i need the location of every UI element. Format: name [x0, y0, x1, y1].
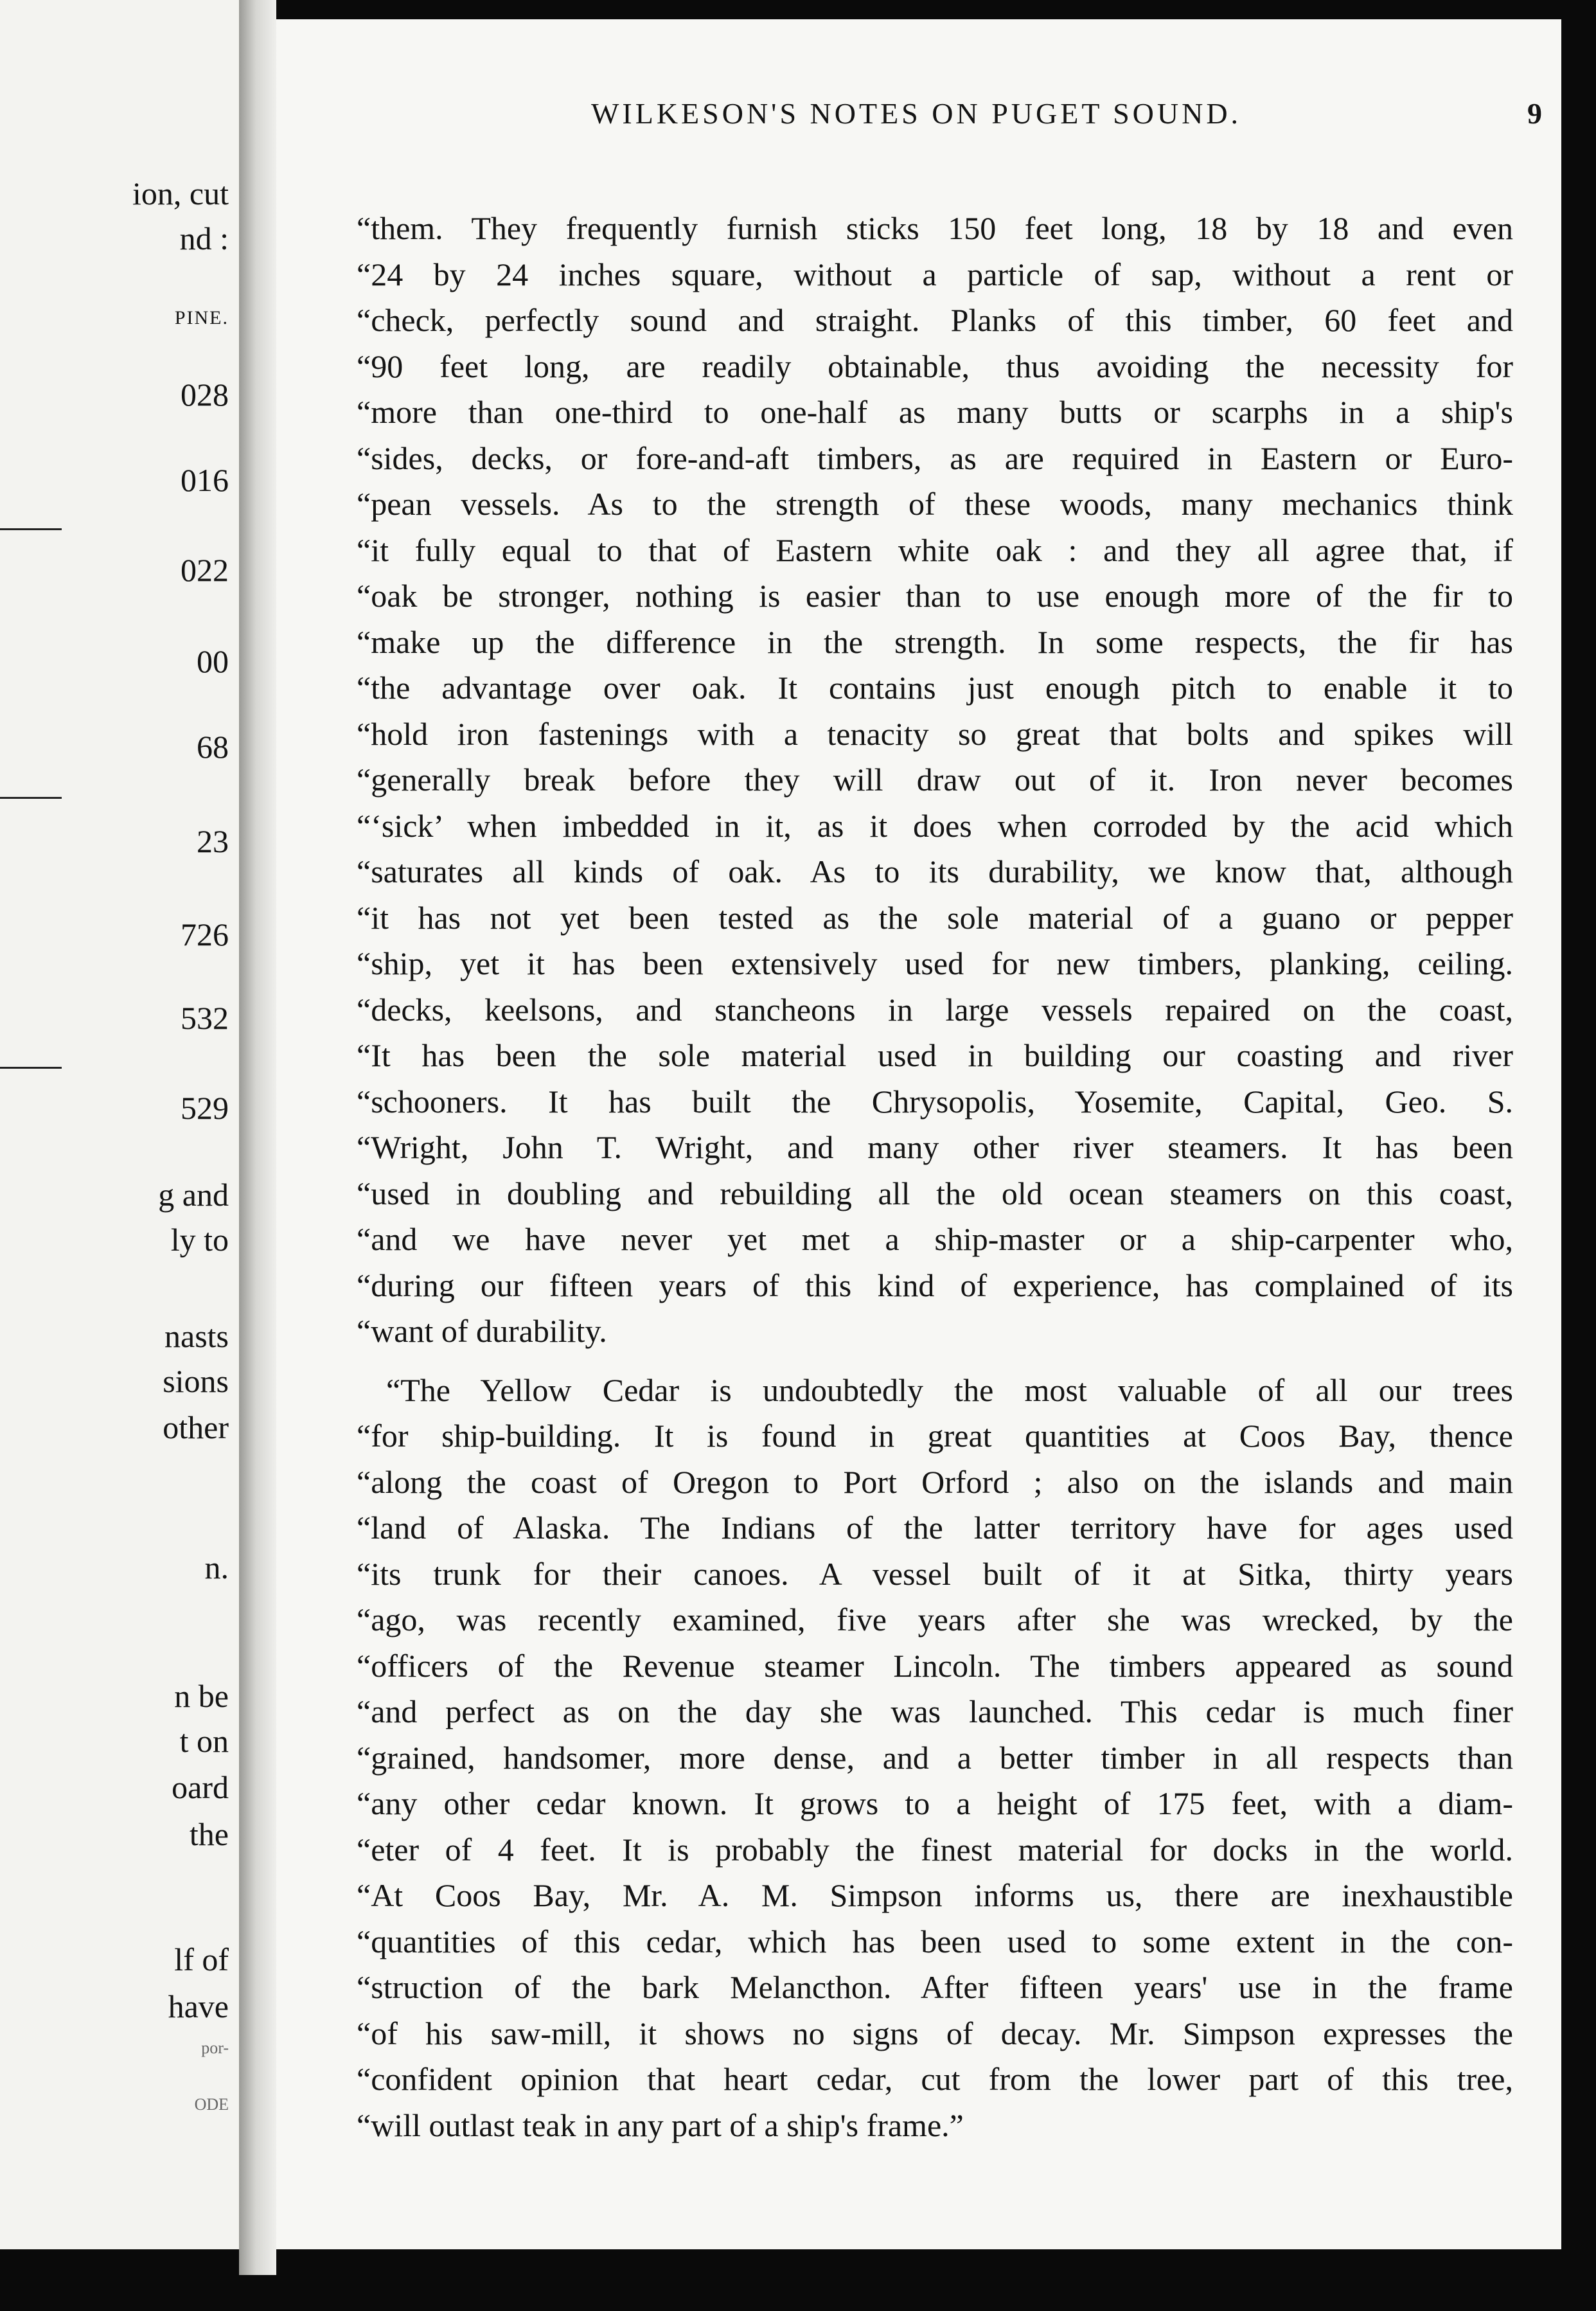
text-line: “along the coast of Oregon to Port Orford ; also on the islands and main	[357, 1463, 1513, 1500]
text-line: “struction of the bark Melancthon. After fifteen years' use in the frame	[357, 1969, 1513, 2005]
text-line: “and perfect as on the day she was launched. This cedar is much finer	[357, 1693, 1513, 1729]
page-number: 9	[1527, 97, 1542, 130]
text-line: “confident opinion that heart cedar, cut from the lower part of this tree,	[357, 2061, 1513, 2097]
margin-fragment: por-	[201, 2039, 229, 2057]
table-rule	[0, 1067, 62, 1069]
text-line: “hold iron fastenings with a tenacity so great that bolts and spikes will	[357, 715, 1513, 752]
text-line: “it fully equal to that of Eastern white oak : and they all agree that, if	[357, 531, 1513, 568]
text-line: “At Coos Bay, Mr. A. M. Simpson informs us, there are inexhaustible	[357, 1877, 1513, 1913]
text-line: “for ship-building. It is found in great quantities at Coos Bay, thence	[357, 1418, 1513, 1454]
paragraph	[357, 206, 1513, 1355]
text-line: “any other cedar known. It grows to a height of 175 feet, with a diam-	[357, 1785, 1513, 1821]
margin-fragment: 23	[197, 823, 229, 859]
text-line: “90 feet long, are readily obtainable, thus avoiding the necessity for	[357, 348, 1513, 384]
text-line: “land of Alaska. The Indians of the latter territory have for ages used	[357, 1510, 1513, 1546]
text-line: “its trunk for their canoes. A vessel built of it at Sitka, thirty years	[357, 1555, 1513, 1592]
margin-fragment: ion, cut	[132, 175, 229, 211]
text-line: “generally break before they will draw out of it. Iron never becomes	[357, 762, 1513, 798]
text-line: “schooners. It has built the Chrysopolis, Yosemite, Capital, Geo. S.	[357, 1083, 1513, 1120]
text-line: “ago, was recently examined, five years after she was wrecked, by the	[357, 1602, 1513, 1637]
text-line: “will outlast teak in any part of a ship's frame.”	[357, 2107, 964, 2143]
margin-fragment: 016	[181, 462, 229, 498]
margin-fragment: 022	[181, 552, 229, 588]
margin-fragment: g and	[158, 1177, 229, 1213]
margin-fragment: 726	[181, 916, 229, 952]
margin-fragment: n be	[174, 1678, 229, 1714]
running-head: WILKESON'S NOTES ON PUGET SOUND.	[591, 97, 1242, 130]
text-line: “24 by 24 inches square, without a particle of sap, without a rent or	[357, 256, 1513, 292]
text-line: “during our fifteen years of this kind of experience, has complained of its	[357, 1267, 1513, 1303]
text-line: “saturates all kinds of oak. As to its durability, we know that, although	[357, 853, 1513, 889]
text-line: “It has been the sole material used in building our coasting and river	[357, 1037, 1513, 1073]
margin-fragment: 532	[181, 1000, 229, 1036]
margin-fragment: 68	[197, 729, 229, 765]
text-line: “Wright, John T. Wright, and many other river steamers. It has been	[357, 1129, 1513, 1165]
page-header	[321, 96, 1542, 141]
margin-fragment: ODE	[194, 2095, 229, 2114]
margin-fragment: 028	[181, 377, 229, 413]
text-line: “make up the difference in the strength. In some respects, the fir has	[357, 623, 1513, 660]
margin-fragment: other	[163, 1409, 229, 1445]
text-line: “decks, keelsons, and stancheons in large vessels repaired on the coast,	[357, 991, 1513, 1028]
text-line: “them. They frequently furnish sticks 150 feet long, 18 by 18 and even	[357, 210, 1513, 246]
margin-fragment: n.	[204, 1549, 229, 1585]
book-gutter	[239, 0, 276, 2275]
text-line: “check, perfectly sound and straight. Planks of this timber, 60 feet and	[357, 302, 1513, 338]
paragraph	[357, 1368, 1513, 2149]
margin-fragment: t on	[179, 1723, 229, 1759]
margin-fragment: have	[168, 1988, 229, 2024]
text-line: “‘sick’ when imbedded in it, as it does when corroded by the acid which	[357, 807, 1513, 844]
table-rule	[0, 797, 62, 799]
margin-fragment: 00	[197, 643, 229, 679]
margin-fragment: oard	[172, 1769, 229, 1805]
text-line: “sides, decks, or fore-and-aft timbers, as are required in Eastern or Euro-	[357, 440, 1513, 476]
margin-fragment: nd :	[179, 220, 229, 256]
text-line: “quantities of this cedar, which has been used to some extent in the con-	[357, 1923, 1513, 1959]
text-line: “want of durability.	[357, 1313, 607, 1349]
margin-fragment: the	[189, 1816, 229, 1852]
text-line: “grained, handsomer, more dense, and a better timber in all respects than	[357, 1739, 1513, 1776]
text-line: “of his saw-mill, it shows no signs of decay. Mr. Simpson expresses the	[357, 2015, 1513, 2051]
text-line: “and we have never yet met a ship-master or a ship-carpenter who,	[357, 1221, 1513, 1257]
margin-fragment: ly to	[170, 1222, 229, 1258]
text-line: “The Yellow Cedar is undoubtedly the most valuable of all our trees	[386, 1371, 1513, 1408]
text-line: “pean vessels. As to the strength of these woods, many mechanics think	[357, 486, 1513, 522]
text-line: “officers of the Revenue steamer Lincoln. The timbers appeared as sound	[357, 1647, 1513, 1684]
text-line: “oak be stronger, nothing is easier than to use enough more of the fir to	[357, 578, 1513, 614]
margin-fragment: PINE.	[174, 307, 229, 328]
table-rule	[0, 528, 62, 530]
text-line: “it has not yet been tested as the sole material of a guano or pepper	[357, 899, 1513, 936]
text-line: “more than one-third to one-half as many butts or scarphs in a ship's	[357, 394, 1513, 430]
text-line: “eter of 4 feet. It is probably the finest material for docks in the world.	[357, 1831, 1513, 1868]
margin-fragment: 529	[181, 1090, 229, 1126]
margin-fragment: sions	[163, 1363, 229, 1399]
body-text	[357, 206, 1513, 2148]
text-line: “used in doubling and rebuilding all the old ocean steamers on this coast,	[357, 1175, 1513, 1211]
text-line: “ship, yet it has been extensively used for new timbers, planking, ceiling.	[357, 945, 1513, 981]
text-line: “the advantage over oak. It contains just enough pitch to enable it to	[357, 670, 1513, 706]
margin-fragment: nasts	[164, 1318, 229, 1354]
facing-page-fragment	[0, 0, 239, 2249]
margin-fragment: lf of	[174, 1941, 229, 1977]
